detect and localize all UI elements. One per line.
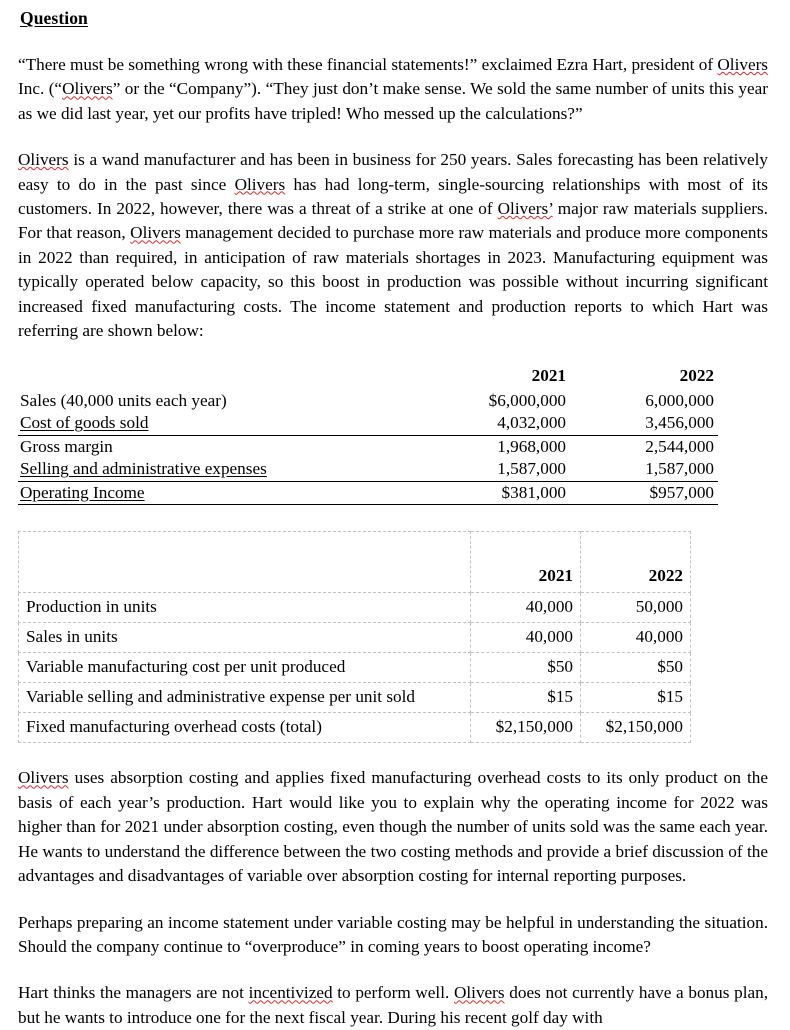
row-value-2021: 1,968,000 <box>497 436 566 456</box>
text-run: has had long-term, single-sourcing relationships with most of its customers. In 2022, however, there was a threat of a strike at one of <box>18 174 768 219</box>
row-value-2022: 3,456,000 <box>570 412 718 435</box>
table-row <box>19 623 691 653</box>
text-run: major raw materials suppliers. For that reason, <box>18 199 768 243</box>
spacer <box>18 29 768 53</box>
text-run: ” or the “Company”). “They just don’t make sense. We sold the same number of units this year as we did last year, yet our profits have tripled! Who messed up the calculations?” <box>18 79 768 123</box>
row-label: Sales (40,000 units each year) <box>20 390 227 410</box>
table-row <box>18 390 718 413</box>
row-value-2021: $50 <box>471 653 581 683</box>
income-statement-header-blank <box>18 365 418 390</box>
text-run: Hart thinks the managers are not <box>18 983 249 1003</box>
paragraph-variable-costing: Perhaps preparing an income statement under variable costing may be helpful in understanding the situation. Should the company continue to “overproduce” in coming years to boost operating income? <box>18 912 768 956</box>
production-report-table <box>18 531 691 743</box>
income-statement-table <box>18 365 718 505</box>
production-header-2021: 2021 <box>471 532 581 593</box>
row-label: Production in units <box>19 593 471 623</box>
row-value-2021: 4,032,000 <box>418 412 570 435</box>
spellcheck-word-olivers: Olivers <box>717 55 768 74</box>
income-statement-header-row <box>18 365 718 390</box>
row-value-2021: 40,000 <box>471 623 581 653</box>
row-value-2022: $15 <box>581 683 691 713</box>
table-row <box>18 458 718 481</box>
row-label-text: Selling and administrative expenses <box>20 459 267 479</box>
table-row <box>19 653 691 683</box>
text-run: to perform well. <box>332 983 454 1003</box>
row-label: Variable selling and administrative expense per unit sold <box>19 683 471 713</box>
table-row <box>19 683 691 713</box>
spacer <box>18 343 768 365</box>
text-run: is a wand manufacturer and has been in business for 250 years. Sales forecasting has been relatively easy to do in the past since <box>18 150 768 194</box>
row-value-2022: 50,000 <box>581 593 691 623</box>
production-table-header-row <box>19 532 691 593</box>
page-title-row <box>18 4 768 29</box>
table-row <box>18 412 718 435</box>
text-run: “There must be something wrong with these financial statements!” exclaimed Ezra Hart, president of <box>18 55 718 74</box>
text-run: does not currently have a bonus plan, but he wants to introduce one for the next fiscal year. During his recent golf day with <box>18 983 769 1027</box>
spacer <box>18 505 768 531</box>
row-label <box>18 412 418 435</box>
row-value-2022: 6,000,000 <box>645 390 714 410</box>
spacer <box>18 126 768 148</box>
table-row <box>18 481 718 505</box>
production-header-2022: 2022 <box>581 532 691 593</box>
text-run: uses absorption costing and applies fixed manufacturing overhead costs to its only product on the basis of each year’s production. Hart would like you to explain why the operating income for 2022 was higher than for 2021 under absorption costing, even though the number of units sold was the same each year. He wants to understand the difference between the two costing methods and provide a brief discussion of the advantages and disadvantages of variable over absorption costing for internal reporting purposes. <box>18 768 768 886</box>
income-statement-header-2022: 2022 <box>679 366 714 386</box>
income-statement-header-2021: 2021 <box>531 366 566 386</box>
paragraph-absorption-costing <box>18 766 768 888</box>
row-value-2022: $50 <box>581 653 691 683</box>
row-value-2022: $2,150,000 <box>581 713 691 743</box>
paragraph-intro-quote <box>18 53 768 126</box>
row-value-2021: $381,000 <box>418 481 570 505</box>
row-label: Variable manufacturing cost per unit produced <box>19 653 471 683</box>
row-value-2021: 1,587,000 <box>418 458 570 481</box>
row-value-2021: $2,150,000 <box>471 713 581 743</box>
spellcheck-word-olivers: Olivers <box>18 150 69 170</box>
table-row <box>18 435 718 458</box>
paragraph-bonus-plan <box>18 981 768 1030</box>
spacer <box>18 959 768 981</box>
spacer <box>18 743 768 766</box>
paragraph-company-background <box>18 148 768 343</box>
table-row <box>19 593 691 623</box>
row-value-2021: 40,000 <box>471 593 581 623</box>
table-row <box>19 713 691 743</box>
row-value-2021: $6,000,000 <box>488 390 566 410</box>
spellcheck-word-incentivized: incentivized <box>248 983 333 1003</box>
spellcheck-word-olivers: Olivers <box>62 79 113 99</box>
row-value-2022: 2,544,000 <box>645 436 714 456</box>
spacer <box>18 889 768 911</box>
text-run: management decided to purchase more raw materials and produce more components in 2022 than required, in anticipation of raw materials shortages in 2023. Manufacturing equipment was typically operated below capacity, so this boost in production was possible without incurring significant increased fixed manufacturing costs. The income statement and production reports to which Hart was referring are shown below: <box>18 223 768 341</box>
row-label: Sales in units <box>19 623 471 653</box>
row-label-text: Cost of goods sold <box>20 413 149 433</box>
production-header-blank <box>19 532 471 593</box>
row-label <box>18 481 418 505</box>
page-title: Question <box>20 8 88 28</box>
spellcheck-word-olivers: Olivers <box>234 174 286 194</box>
row-value-2021: $15 <box>471 683 581 713</box>
row-value-2022: 40,000 <box>581 623 691 653</box>
spellcheck-word-olivers: Olivers <box>130 223 181 243</box>
row-label <box>18 458 418 481</box>
row-value-2022: $957,000 <box>570 481 718 505</box>
spellcheck-word-olivers: Olivers <box>18 768 69 788</box>
row-label-text: Operating Income <box>20 482 145 502</box>
row-value-2022: 1,587,000 <box>570 458 718 481</box>
row-label: Fixed manufacturing overhead costs (total) <box>19 713 471 743</box>
row-label: Gross margin <box>20 436 113 456</box>
text-run: Inc. (“ <box>18 79 63 99</box>
spellcheck-word-olivers: Olivers’ <box>497 199 553 219</box>
spellcheck-word-olivers: Olivers <box>453 983 505 1003</box>
